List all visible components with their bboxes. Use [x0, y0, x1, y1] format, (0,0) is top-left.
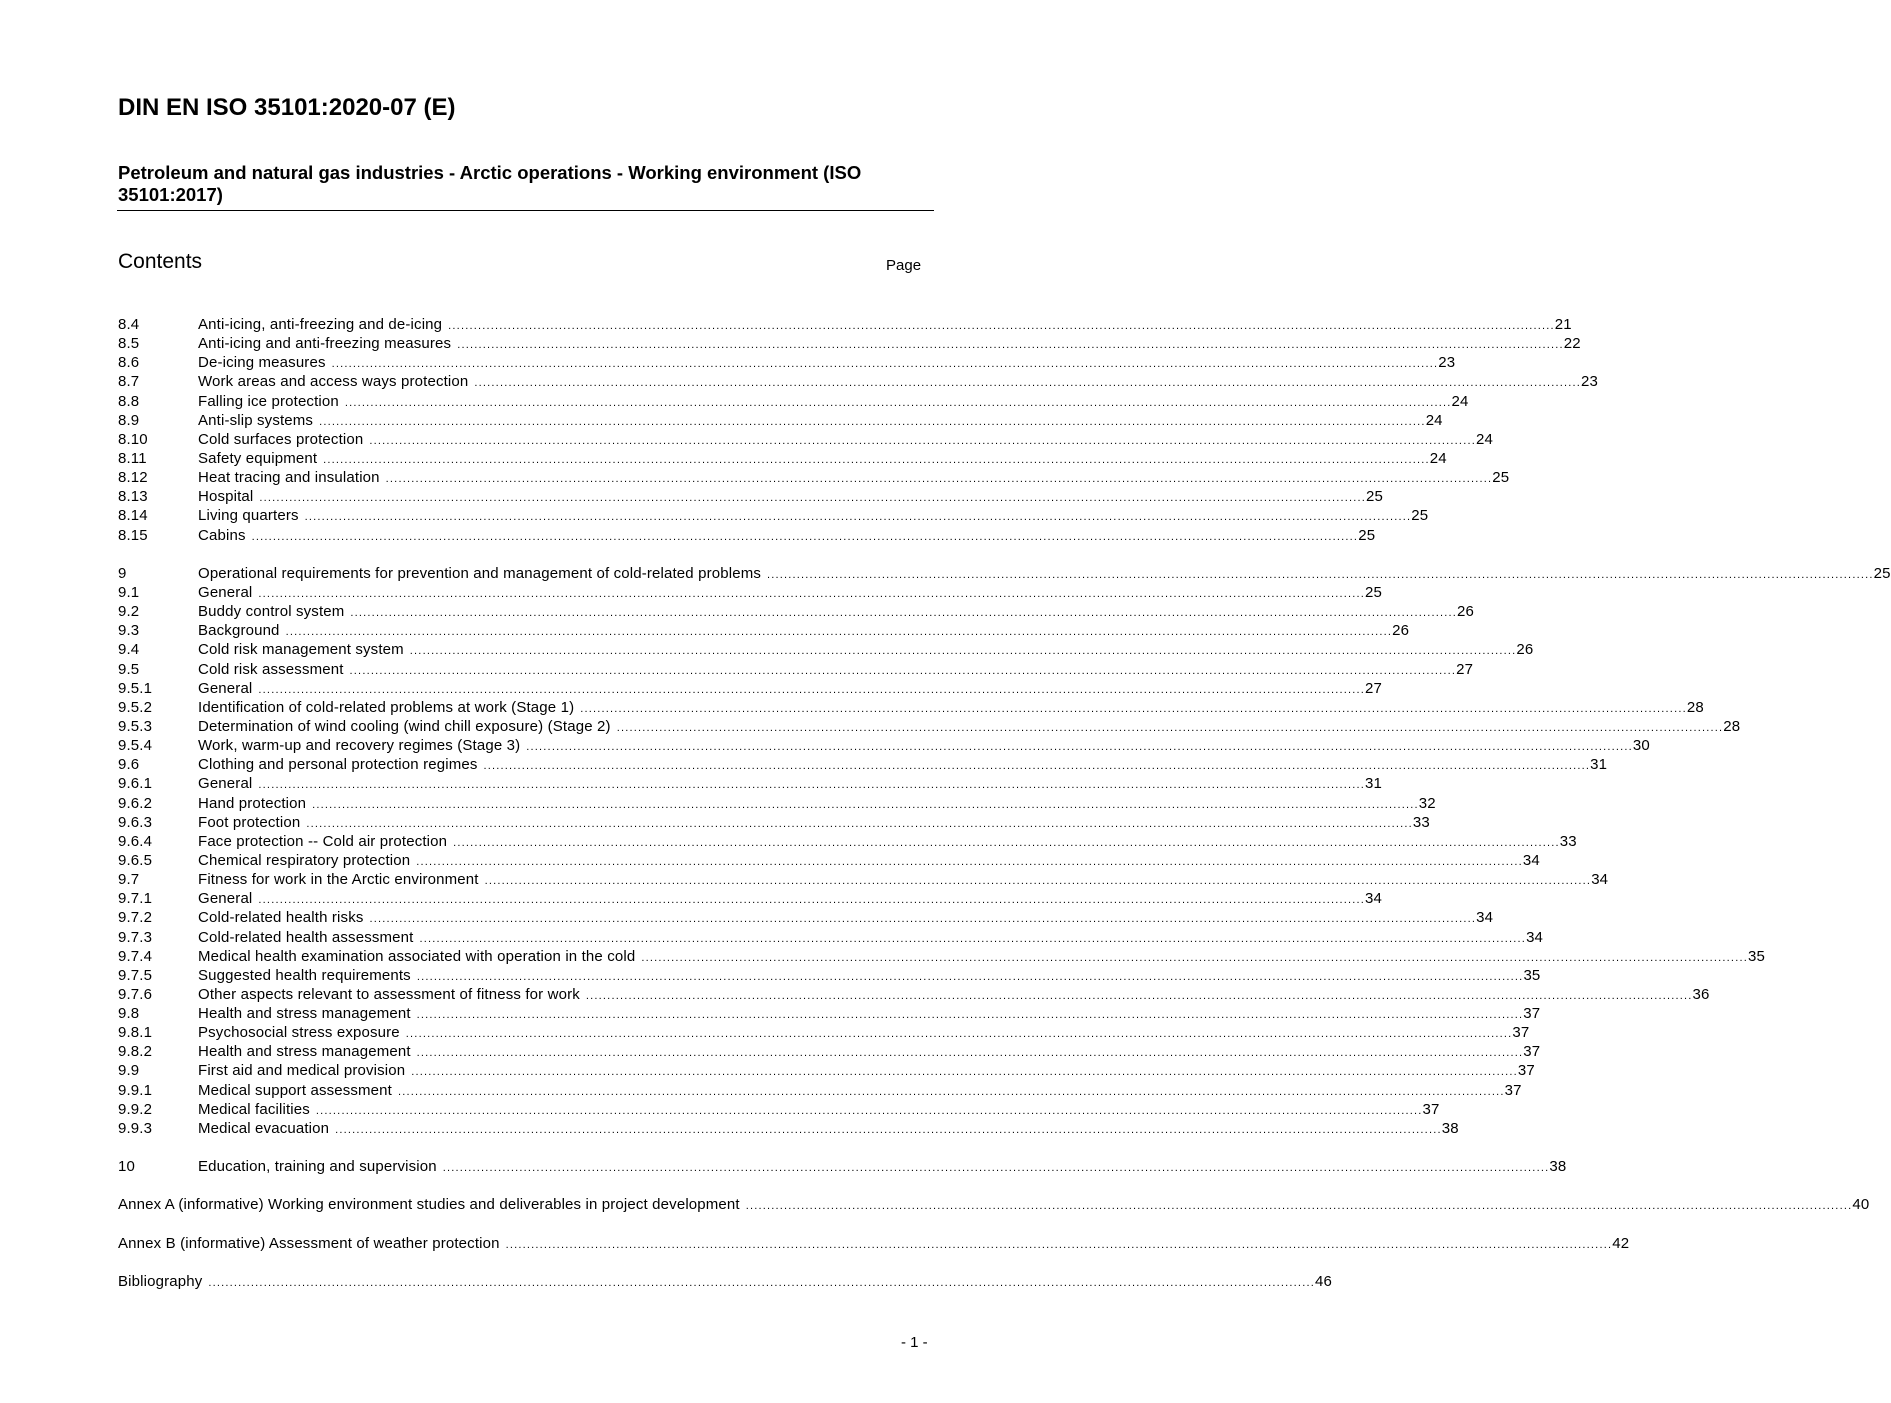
toc-entry-title: Psychosocial stress exposure	[198, 1024, 400, 1042]
toc-entry[interactable]	[118, 698, 1704, 717]
toc-entry[interactable]	[118, 1157, 1567, 1176]
toc-entry-title: Operational requirements for prevention and management of cold-related problems	[198, 564, 761, 582]
toc-entry-number: 9.5.1	[118, 679, 153, 697]
toc-dot-leader: ....................................................................................................................................................................................................................................................................	[416, 855, 1523, 868]
toc-entry-number: 9.8.2	[118, 1043, 153, 1061]
toc-entry[interactable]	[118, 1195, 1870, 1214]
toc-entry-number: 9.9	[118, 1062, 140, 1080]
toc-entry-page: 32	[1418, 794, 1436, 812]
toc-entry-page: 34	[1365, 890, 1383, 908]
toc-entry-number: 9.7	[118, 871, 140, 889]
toc-dot-leader: ....................................................................................................................................................................................................................................................................	[258, 779, 1366, 792]
toc-entry-page: 27	[1365, 679, 1383, 697]
toc-entry[interactable]	[118, 736, 1650, 755]
toc-entry-page: 37	[1504, 1081, 1522, 1099]
toc-entry-page: 34	[1522, 851, 1540, 869]
toc-entry-page: 37	[1523, 1005, 1541, 1023]
toc-entry-title: Clothing and personal protection regimes	[198, 756, 478, 774]
toc-entry-number: 8.5	[118, 335, 140, 353]
toc-entry-title: Buddy control system	[198, 603, 345, 621]
toc-entry-page: 33	[1559, 832, 1577, 850]
toc-entry[interactable]	[118, 602, 1475, 621]
toc-dot-leader: ....................................................................................................................................................................................................................................................................	[405, 1028, 1513, 1041]
toc-entry-title: Background	[198, 622, 280, 640]
toc-entry-title: General	[198, 679, 253, 697]
toc-entry[interactable]	[118, 1081, 1522, 1100]
toc-entry[interactable]	[118, 928, 1544, 947]
toc-entry[interactable]	[118, 430, 1493, 449]
toc-entry[interactable]	[118, 1272, 1332, 1291]
toc-dot-leader: ....................................................................................................................................................................................................................................................................	[369, 913, 1477, 926]
toc-entry[interactable]	[118, 315, 1572, 334]
toc-entry-number: 9.7.4	[118, 947, 153, 965]
toc-dot-leader: ....................................................................................................................................................................................................................................................................	[323, 453, 1430, 466]
toc-entry-title: Medical facilities	[198, 1100, 310, 1118]
toc-entry-number: 8.4	[118, 316, 140, 333]
toc-entry-page: 34	[1526, 928, 1544, 946]
toc-entry-number: 9.7.5	[118, 966, 153, 984]
footer-page-number: - 1 -	[901, 1334, 928, 1351]
toc-entry-page: 35	[1747, 947, 1765, 965]
toc-entry-title: Health and stress management	[198, 1043, 411, 1061]
toc-entry[interactable]	[118, 1061, 1535, 1080]
toc-entry-page: 25	[1492, 469, 1510, 487]
toc-entry-title: Annex B (informative) Assessment of weather protection	[118, 1234, 500, 1252]
toc-entry-number: 9.9.2	[118, 1100, 153, 1118]
title-divider	[117, 210, 934, 211]
toc-dot-leader: ....................................................................................................................................................................................................................................................................	[409, 645, 1517, 658]
toc-entry-number: 9.8	[118, 1005, 140, 1023]
toc-entry-number: 8.15	[118, 526, 148, 544]
toc-entry-title: Health and stress management	[198, 1005, 411, 1023]
toc-entry-number: 8.14	[118, 507, 148, 525]
toc-entry[interactable]	[118, 755, 1608, 774]
toc-entry-title: Anti-icing and anti-freezing measures	[198, 335, 452, 353]
toc-entry[interactable]	[118, 966, 1541, 985]
toc-entry-number: 9.6.3	[118, 813, 153, 831]
toc-entry-page: 31	[1365, 775, 1383, 793]
toc-entry[interactable]	[118, 1004, 1541, 1023]
toc-entry-page: 21	[1554, 316, 1572, 333]
toc-dot-leader: ....................................................................................................................................................................................................................................................................	[483, 760, 1591, 773]
toc-entry[interactable]	[118, 1023, 1530, 1042]
toc-entry[interactable]	[118, 334, 1581, 353]
toc-entry-page: 31	[1590, 756, 1608, 774]
toc-entry-title: Work areas and access ways protection	[198, 373, 469, 391]
page-column-heading: Page	[886, 257, 922, 274]
toc-entry-page: 25	[1411, 507, 1429, 525]
toc-dot-leader: ....................................................................................................................................................................................................................................................................	[484, 875, 1592, 888]
toc-entry[interactable]	[118, 640, 1534, 659]
toc-entry[interactable]	[118, 985, 1710, 1004]
toc-entry[interactable]	[118, 526, 1376, 545]
toc-dot-leader: ....................................................................................................................................................................................................................................................................	[285, 626, 1393, 639]
toc-dot-leader: ....................................................................................................................................................................................................................................................................	[416, 1047, 1524, 1060]
toc-entry-page: 37	[1422, 1100, 1440, 1118]
toc-entry-page: 25	[1365, 583, 1383, 601]
toc-entry-number: 9.6.4	[118, 832, 153, 850]
toc-entry-number: 9.6	[118, 756, 140, 774]
toc-entry-number: 10	[118, 1158, 135, 1176]
toc-entry-number: 9.6.1	[118, 775, 153, 793]
toc-entry[interactable]	[118, 774, 1383, 793]
toc-dot-leader: ....................................................................................................................................................................................................................................................................	[208, 1277, 1315, 1290]
toc-dot-leader: ....................................................................................................................................................................................................................................................................	[319, 415, 1426, 428]
toc-entry-page: 40	[1852, 1196, 1870, 1214]
toc-entry[interactable]	[118, 870, 1609, 889]
toc-dot-leader: ....................................................................................................................................................................................................................................................................	[259, 492, 1367, 505]
toc-entry-page: 28	[1723, 717, 1741, 735]
toc-spacer	[118, 1176, 921, 1195]
toc-entry-number: 9.2	[118, 603, 140, 621]
toc-entry-title: Medical health examination associated with operation in the cold	[198, 947, 636, 965]
toc-dot-leader: ....................................................................................................................................................................................................................................................................	[251, 530, 1359, 543]
toc-entry-number: 9.9.1	[118, 1081, 153, 1099]
toc-entry[interactable]	[118, 392, 1469, 411]
toc-dot-leader: ....................................................................................................................................................................................................................................................................	[474, 377, 1582, 390]
toc-entry-number: 9.9.3	[118, 1119, 153, 1137]
toc-entry-page: 23	[1438, 354, 1456, 372]
toc-entry[interactable]	[118, 908, 1494, 927]
document-title: DIN EN ISO 35101:2020-07 (E)	[118, 94, 456, 121]
toc-entry-number: 9.8.1	[118, 1024, 153, 1042]
toc-entry-page: 30	[1632, 737, 1650, 755]
toc-entry-page: 27	[1456, 660, 1474, 678]
toc-entry[interactable]	[118, 583, 1383, 602]
toc-entry-number: 9.7.6	[118, 985, 153, 1003]
toc-dot-leader: ....................................................................................................................................................................................................................................................................	[398, 1085, 1505, 1098]
toc-entry-page: 25	[1358, 526, 1376, 544]
toc-entry-number: 8.10	[118, 430, 148, 448]
toc-entry[interactable]	[118, 794, 1436, 813]
toc-spacer	[118, 1253, 921, 1272]
toc-entry-number: 8.13	[118, 488, 148, 506]
toc-dot-leader: ....................................................................................................................................................................................................................................................................	[411, 1066, 1518, 1079]
toc-entry-page: 46	[1314, 1273, 1332, 1291]
toc-entry-number: 9.5.2	[118, 698, 153, 716]
toc-entry-number: 8.7	[118, 373, 140, 391]
toc-dot-leader: ....................................................................................................................................................................................................................................................................	[585, 989, 1693, 1002]
toc-entry-page: 38	[1441, 1119, 1459, 1137]
toc-entry-title: Falling ice protection	[198, 392, 339, 410]
toc-dot-leader: ....................................................................................................................................................................................................................................................................	[457, 339, 1564, 352]
toc-entry-number: 9.5	[118, 660, 140, 678]
toc-dot-leader: ....................................................................................................................................................................................................................................................................	[350, 607, 1458, 620]
toc-entry-page: 35	[1523, 966, 1541, 984]
toc-entry-number: 8.6	[118, 354, 140, 372]
toc-dot-leader: ....................................................................................................................................................................................................................................................................	[416, 1009, 1524, 1022]
toc-entry[interactable]	[118, 1234, 1630, 1253]
toc-entry-number: 9.6.2	[118, 794, 153, 812]
toc-entry-title: Work, warm-up and recovery regimes (Stage 3)	[198, 737, 521, 755]
toc-spacer	[118, 1138, 921, 1157]
toc-entry-title: Cold surfaces protection	[198, 430, 364, 448]
toc-dot-leader: ....................................................................................................................................................................................................................................................................	[349, 664, 1457, 677]
toc-dot-leader: ....................................................................................................................................................................................................................................................................	[641, 951, 1748, 964]
toc-entry[interactable]	[118, 947, 1765, 966]
toc-dot-leader: ....................................................................................................................................................................................................................................................................	[580, 702, 1687, 715]
toc-entry-title: General	[198, 890, 253, 908]
toc-entry-page: 36	[1692, 985, 1710, 1003]
toc-entry[interactable]	[118, 411, 1443, 430]
toc-entry-number: 8.11	[118, 449, 147, 467]
toc-entry-page: 22	[1563, 335, 1581, 353]
toc-entry-number: 9.5.4	[118, 737, 153, 755]
toc-dot-leader: ....................................................................................................................................................................................................................................................................	[315, 1104, 1423, 1117]
toc-entry[interactable]	[118, 717, 1741, 736]
toc-spacer	[118, 545, 921, 564]
toc-entry-title: First aid and medical provision	[198, 1062, 406, 1080]
toc-entry-number: 9.6.5	[118, 851, 153, 869]
toc-entry[interactable]	[118, 832, 1577, 851]
toc-dot-leader: ....................................................................................................................................................................................................................................................................	[767, 568, 1874, 581]
toc-entry-title: Bibliography	[118, 1273, 203, 1291]
toc-entry-number: 8.12	[118, 469, 148, 487]
toc-entry-page: 26	[1457, 603, 1475, 621]
toc-entry-title: Determination of wind cooling (wind chill exposure) (Stage 2)	[198, 717, 611, 735]
toc-entry-page: 25	[1873, 564, 1891, 582]
toc-entry[interactable]	[118, 1100, 1440, 1119]
toc-entry-page: 23	[1581, 373, 1599, 391]
toc-entry[interactable]	[118, 679, 1383, 698]
toc-dot-leader: ....................................................................................................................................................................................................................................................................	[385, 473, 1493, 486]
toc-entry-title: Hospital	[198, 488, 254, 506]
toc-entry-title: Education, training and supervision	[198, 1158, 437, 1176]
toc-dot-leader: ....................................................................................................................................................................................................................................................................	[304, 511, 1412, 524]
toc-entry-title: Cold risk assessment	[198, 660, 344, 678]
toc-entry-title: Anti-slip systems	[198, 411, 314, 429]
toc-entry-page: 24	[1451, 392, 1469, 410]
toc-entry-title: Identification of cold-related problems at work (Stage 1)	[198, 698, 575, 716]
toc-entry-page: 33	[1412, 813, 1430, 831]
toc-spacer	[118, 1215, 921, 1234]
toc-entry-number: 9.7.3	[118, 928, 153, 946]
toc-entry-number: 8.8	[118, 392, 140, 410]
toc-dot-leader: ....................................................................................................................................................................................................................................................................	[306, 817, 1413, 830]
toc-entry[interactable]	[118, 851, 1540, 870]
toc-entry-title: Medical support assessment	[198, 1081, 392, 1099]
toc-entry-title: Chemical respiratory protection	[198, 851, 411, 869]
toc-dot-leader: ....................................................................................................................................................................................................................................................................	[416, 970, 1524, 983]
document-subtitle: Petroleum and natural gas industries - Arctic operations - Working environment (ISO 35101:2017)	[118, 162, 862, 205]
toc-dot-leader: ....................................................................................................................................................................................................................................................................	[453, 836, 1560, 849]
toc-entry-page: 26	[1392, 622, 1410, 640]
toc-entry-page: 34	[1476, 909, 1494, 927]
toc-entry-number: 9.5.3	[118, 717, 153, 735]
toc-entry-page: 26	[1516, 641, 1534, 659]
toc-dot-leader: ....................................................................................................................................................................................................................................................................	[258, 683, 1366, 696]
toc-entry-page: 37	[1512, 1024, 1530, 1042]
toc-entry-number: 9.1	[118, 583, 140, 601]
toc-entry-page: 38	[1549, 1158, 1567, 1176]
toc-entry-page: 24	[1429, 449, 1447, 467]
toc-entry-title: Cold-related health risks	[198, 909, 364, 927]
toc-entry-title: Face protection -- Cold air protection	[198, 832, 448, 850]
toc-entry-title: Fitness for work in the Arctic environment	[198, 871, 479, 889]
toc-dot-leader: ....................................................................................................................................................................................................................................................................	[505, 1238, 1613, 1251]
toc-entry[interactable]	[118, 506, 1429, 525]
toc-entry-page: 24	[1425, 411, 1443, 429]
toc-dot-leader: ....................................................................................................................................................................................................................................................................	[442, 1162, 1550, 1175]
toc-dot-leader: ....................................................................................................................................................................................................................................................................	[344, 396, 1452, 409]
table-of-contents	[118, 315, 1891, 1291]
toc-entry-page: 37	[1523, 1043, 1541, 1061]
toc-entry-title: Safety equipment	[198, 449, 318, 467]
toc-entry-title: Cold risk management system	[198, 641, 404, 659]
toc-entry-number: 8.9	[118, 411, 140, 429]
toc-entry[interactable]	[118, 353, 1456, 372]
toc-entry[interactable]	[118, 564, 1891, 583]
toc-dot-leader: ....................................................................................................................................................................................................................................................................	[335, 1123, 1442, 1136]
toc-entry-title: Heat tracing and insulation	[198, 469, 380, 487]
toc-entry[interactable]	[118, 468, 1510, 487]
toc-entry-page: 34	[1591, 871, 1609, 889]
toc-entry-title: Foot protection	[198, 813, 301, 831]
toc-entry[interactable]	[118, 1042, 1541, 1061]
toc-entry-title: Medical evacuation	[198, 1119, 330, 1137]
toc-entry[interactable]	[118, 813, 1430, 832]
toc-entry-title: Anti-icing, anti-freezing and de-icing	[198, 316, 443, 333]
toc-entry[interactable]	[118, 660, 1474, 679]
toc-entry-title: General	[198, 583, 253, 601]
toc-entry-title: Annex A (informative) Working environment studies and deliverables in project development	[118, 1196, 740, 1214]
toc-dot-leader: ....................................................................................................................................................................................................................................................................	[526, 741, 1633, 754]
toc-entry-title: Living quarters	[198, 507, 299, 525]
toc-entry-number: 9.4	[118, 641, 140, 659]
contents-heading: Contents	[118, 250, 203, 273]
toc-dot-leader: ....................................................................................................................................................................................................................................................................	[745, 1200, 1853, 1213]
toc-dot-leader: ....................................................................................................................................................................................................................................................................	[258, 587, 1366, 600]
toc-entry-title: Cabins	[198, 526, 246, 544]
toc-entry-number: 9	[118, 564, 127, 582]
toc-entry[interactable]	[118, 1119, 1459, 1138]
toc-dot-leader: ....................................................................................................................................................................................................................................................................	[258, 894, 1366, 907]
toc-entry-title: Hand protection	[198, 794, 307, 812]
toc-entry-page: 42	[1612, 1234, 1630, 1252]
toc-dot-leader: ....................................................................................................................................................................................................................................................................	[331, 358, 1439, 371]
toc-entry[interactable]	[118, 621, 1410, 640]
toc-entry-page: 28	[1686, 698, 1704, 716]
toc-entry-title: De-icing measures	[198, 354, 326, 372]
toc-entry[interactable]	[118, 449, 1447, 468]
toc-entry-title: Suggested health requirements	[198, 966, 411, 984]
toc-entry-title: Cold-related health assessment	[198, 928, 414, 946]
toc-entry-page: 25	[1366, 488, 1384, 506]
toc-entry-number: 9.7.1	[118, 890, 153, 908]
toc-entry-number: 9.3	[118, 622, 140, 640]
toc-entry-page: 24	[1475, 430, 1493, 448]
toc-entry[interactable]	[118, 487, 1384, 506]
toc-dot-leader: ....................................................................................................................................................................................................................................................................	[312, 798, 1419, 811]
toc-entry-page: 37	[1517, 1062, 1535, 1080]
toc-entry-number: 9.7.2	[118, 909, 153, 927]
toc-entry-title: General	[198, 775, 253, 793]
toc-entry-title: Other aspects relevant to assessment of fitness for work	[198, 985, 580, 1003]
toc-dot-leader: ....................................................................................................................................................................................................................................................................	[369, 434, 1476, 447]
toc-entry[interactable]	[118, 889, 1383, 908]
toc-entry[interactable]	[118, 372, 1599, 391]
toc-dot-leader: ....................................................................................................................................................................................................................................................................	[616, 721, 1724, 734]
toc-dot-leader: ....................................................................................................................................................................................................................................................................	[448, 320, 1555, 332]
toc-dot-leader: ....................................................................................................................................................................................................................................................................	[419, 932, 1527, 945]
